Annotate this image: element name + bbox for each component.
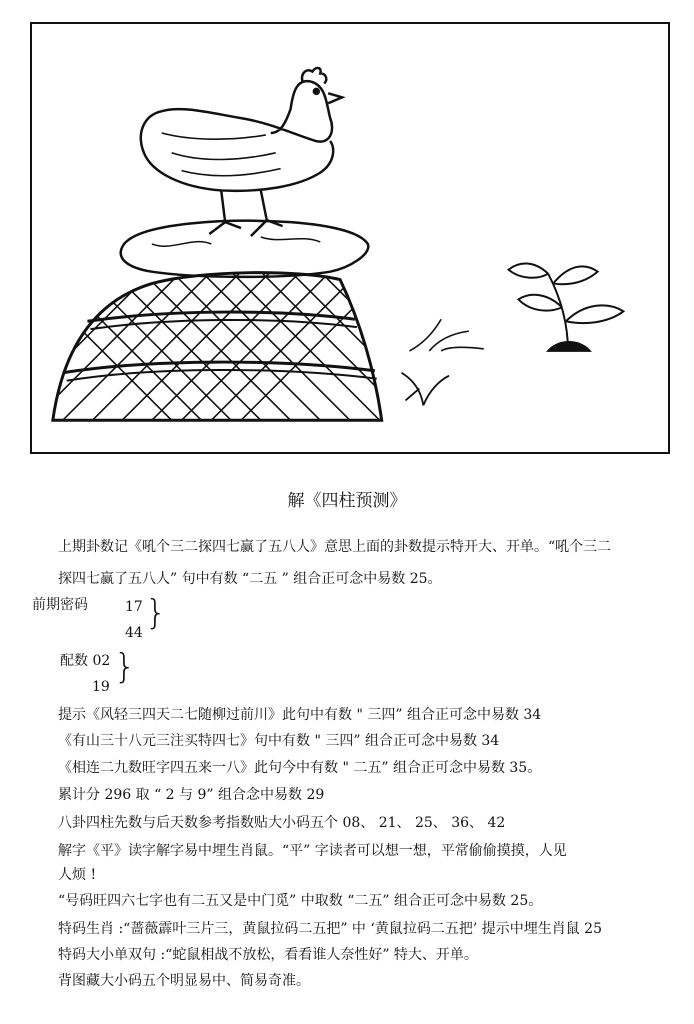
prev-code-number: 44 <box>125 625 143 641</box>
basket <box>32 44 618 440</box>
prev-code-number: 17 <box>125 599 143 615</box>
rooster-on-basket-illustration <box>32 24 668 452</box>
hint-line: 解字《平》读字解字易中埋生肖鼠。“平” 字读者可以想一想，平常偷偷摸摸，人见 <box>58 843 567 859</box>
match-number: 19 <box>92 679 110 695</box>
stone-plate <box>121 221 369 277</box>
para1-line1: 上期卦数记《吼个三二探四七赢了五八人》意思上面的卦数提示特开大、开单。“吼个三二 <box>58 539 612 555</box>
hint-line: 《相连二九数旺字四五来一八》此句今中有数 " 二五” 组合正可念中易数 35。 <box>58 760 542 776</box>
match-label: 配数 02 <box>60 653 111 669</box>
hint-line: 背图藏大小码五个明显易中、简易奇准。 <box>58 973 310 989</box>
hint-line: 累计分 296 取 “ 2 与 9” 组合念中易数 29 <box>58 787 325 803</box>
hint-line: 特码大小单双句 :“蛇鼠相战不放松，看看谁人奈性好” 特大、开单。 <box>58 947 478 963</box>
curly-brace-icon: } <box>145 593 167 633</box>
page-title: 解《四柱预测》 <box>287 491 407 511</box>
illustration-frame <box>30 22 670 454</box>
prev-code-label: 前期密码 <box>32 597 88 613</box>
hint-line: 人烦 ! <box>58 867 97 883</box>
hint-line: 特码生肖 :“蔷薇霹叶三片三，黄鼠拉码二五把” 中 ‘黄鼠拉码二五把’ 提示中埋生肖鼠 25 <box>58 921 602 937</box>
para1-line2: 探四七赢了五八人” 句中有数 “二五 ” 组合正可念中易数 25。 <box>58 571 442 587</box>
hint-line: 提示《风轻三四天二七随柳过前川》此句中有数 " 三四” 组合正可念中易数 34 <box>58 707 542 723</box>
hint-line: 《有山三十八元三注买特四七》句中有数 " 三四” 组合正可念中易数 34 <box>58 733 500 749</box>
curly-brace-icon: } <box>114 647 136 687</box>
plant <box>402 263 624 405</box>
rooster <box>141 68 342 236</box>
hint-line: “号码旺四六七字也有二五又是中门觅” 中取数 “二五” 组合正可念中易数 25。 <box>58 893 543 909</box>
hint-line: 八卦四柱先数与后天数参考指数贴大小码五个 08、 21、 25、 36、 42 <box>58 815 506 831</box>
